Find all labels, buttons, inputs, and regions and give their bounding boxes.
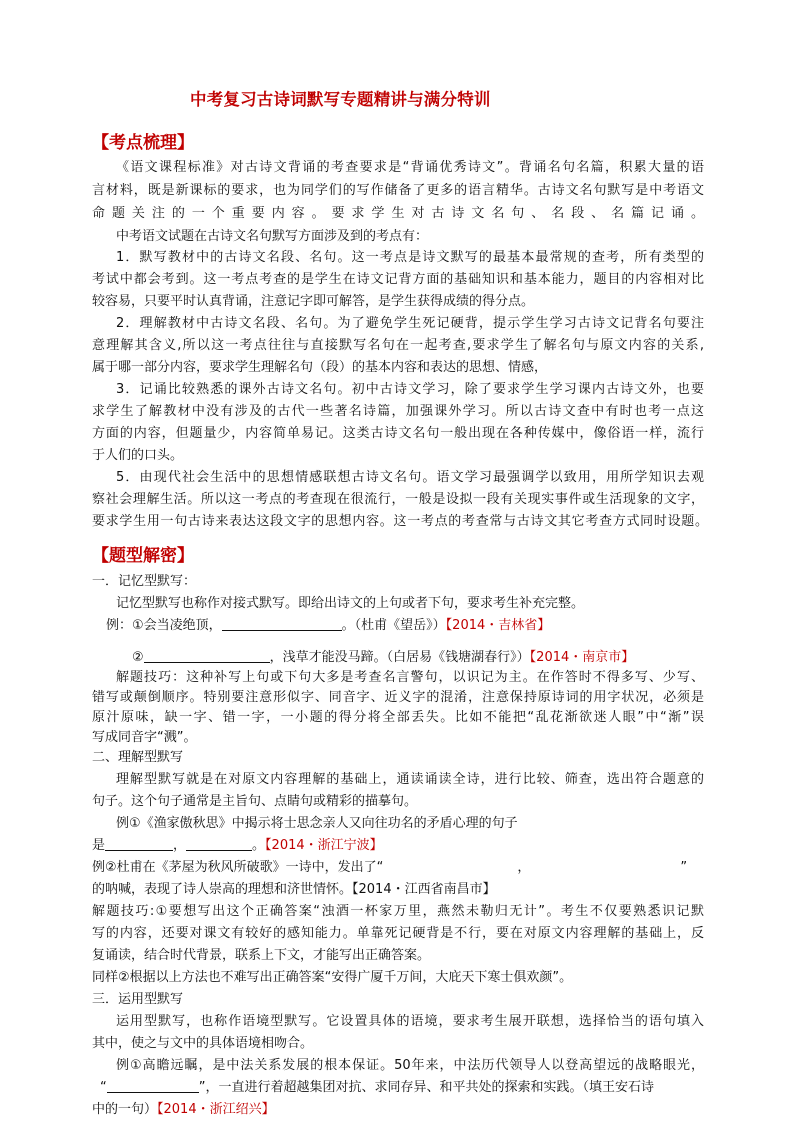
paragraph-line: 复诵读，结合时代背景，联系上下文，才能写出正确答案。: [92, 948, 431, 963]
paragraph-line: 2．理解教材中古诗文名段、名句。为了避免学生死记硬背，提示学生学习古诗文记背名句要注: [116, 316, 704, 331]
paragraph-line: 中考语文试题在古诗文名句默写方面涉及到的考点有：: [116, 229, 429, 244]
paragraph-line: 解题技巧：这种补写上句或下句大多是考查名言警句，以识记为主。在作答时不得多写、少写、: [116, 670, 704, 685]
example-line: 中的一句）【2014・浙江绍兴】: [92, 1102, 275, 1117]
paragraph-line: 察社会理解生活。所以这一考点的考查现在很流行，一般是设拟一段有关现实事件或生活现象的文字，: [92, 492, 704, 507]
paragraph-line: 方面的内容，但题量少，内容简单易记。这类古诗文名句一般出现在各种传媒中，像俗语一样，流行: [92, 426, 704, 441]
section-heading-exam-points: 【考点梳理】: [92, 133, 194, 153]
paragraph-line: 考试中都会考到。这一考点考查的是学生在诗文记背方面的基础知识和基本能力，题目的内容相对比: [92, 272, 704, 287]
paragraph-line: 写的内容，还要对课文有较好的感知能力。单靠死记硬背是不行，要在对原文内容理解的基础上，反: [92, 926, 704, 941]
source-tag: 【2014・浙江绍兴】: [157, 1102, 275, 1117]
paragraph-line: 于人们的口头。: [92, 448, 184, 463]
document-title: 中考复习古诗词默写专题精讲与满分特训: [190, 90, 491, 109]
section-heading-question-types: 【题型解密】: [92, 546, 194, 566]
paragraph-line: 同样②根据以上方法也不难写出正确答案“安得广厦千万间，大庇天下寒士俱欢颜”。: [92, 970, 573, 985]
answer-blank: [107, 1079, 199, 1093]
example-line: ② ，浅草才能没马蹄。（白居易《钱塘湖春行》）【2014・南京市】: [132, 650, 635, 665]
paragraph-line: 解题技巧:①要想写出这个正确答案“浊酒一杯家万里，燕然未勒归无计”。考生不仅要熟悉识记默: [92, 904, 704, 919]
paragraph-line: 理解型默写就是在对原文内容理解的基础上，通读诵读全诗，进行比较、筛查，选出符合题意的: [116, 772, 704, 787]
paragraph-line: 求学生了解教材中没有涉及的古代一些著名诗篇，加强课外学习。所以古诗文查中有时也考一点这: [92, 404, 704, 419]
example-line: 例①《渔家傲秋思》中揭示将士思念亲人又向往功名的矛盾心理的句子: [116, 816, 518, 831]
paragraph-line: 属于哪一部分内容，要求学生理解名句（段）的基本内容和表达的思想、情感，: [92, 360, 548, 375]
example-line: 例①高瞻远瞩，是中法关系发展的根本保证。50年来，中法历代领导人以登高望远的战略眼光，: [116, 1058, 704, 1073]
paragraph-line: 5．由现代社会生活中的思想情感联想古诗文名句。语文学习最强调学以致用，用所学知识去观: [116, 470, 704, 485]
paragraph-line: 较容易，只要平时认真背诵，注意记字即可解答，是学生获得成绩的得分点。: [92, 294, 535, 309]
paragraph-line: 原汁原味，缺一字、错一字，一小题的得分将全部丢失。比如不能把“乱花渐欲迷人眼”中“渐”误: [92, 710, 704, 725]
answer-blank: [222, 617, 342, 631]
example-line: 例：①会当凌绝顶， 。（杜甫《望岳》）【2014・吉林省】: [106, 618, 551, 633]
paragraph-line: 错写或颠倒顺序。特别要注意形似字、同音字、近义字的混淆，注意保持原诗词的用字状况，必须是: [92, 690, 704, 705]
source-tag: 【2014・吉林省】: [445, 618, 551, 633]
paragraph-line: 言材料，既是新课标的要求，也为同学们的写作储备了更多的语言精华。古诗文名句默写是中考语文: [92, 183, 704, 198]
paragraph-line: 其中，使之与文中的具体语境相吻合。: [92, 1036, 314, 1051]
example-line: 是 ， 。【2014・浙江宁波】: [92, 838, 383, 853]
paragraph-line: 命题关注的一个重要内容。要求学生对古诗文名句、名段、名篇记诵。: [92, 206, 704, 221]
paragraph-line: 《语文课程标准》对古诗文背诵的考查要求是“背诵优秀诗文”。背诵名句名篇，积累大量的语: [116, 160, 704, 175]
paragraph-line: 记忆型默写也称作对接式默写。即给出诗文的上句或者下句，要求考生补充完整。: [116, 596, 585, 611]
answer-blank: [105, 837, 173, 851]
subheading-understanding-type: 二、理解型默写: [92, 750, 184, 765]
paragraph-line: 写成同音字“溅”。: [92, 730, 197, 745]
example-line: “ ”，一直进行着超越集团对抗、求同存异、和平共处的探索和实践。（填王安石诗: [100, 1080, 654, 1095]
source-tag: 【2014・南京市】: [529, 650, 635, 665]
paragraph-line: 的呐喊，表现了诗人崇高的理想和济世情怀。【2014・江西省南昌市】: [92, 882, 496, 897]
example-line: 例②杜甫在《茅屋为秋风所破歌》一诗中，发出了“ ， ”: [92, 860, 688, 875]
paragraph-line: 1．默写教材中的古诗文名段、名句。这一考点是诗文默写的最基本最常规的查考，所有类型的: [116, 250, 704, 265]
paragraph-line: 意理解其含义,所以这一考点往往与直接默写名句在一起考查,要求学生了解名句与原文内容的关系,: [92, 338, 704, 353]
subheading-application-type: 三．运用型默写: [92, 992, 184, 1007]
paragraph-line: 句子。这个句子通常是主旨句、点睛句或精彩的描摹句。: [92, 794, 418, 809]
paragraph-line: 运用型默写，也称作语境型默写。它设置具体的语境，要求考生展开联想，选择恰当的语句填入: [116, 1014, 704, 1029]
subheading-memory-type: 一．记忆型默写：: [92, 574, 197, 589]
paragraph-line: 3．记诵比较熟悉的课外古诗文名句。初中古诗文学习，除了要求学生学习课内古诗文外，也要: [116, 382, 704, 397]
paragraph-line: 要求学生用一句古诗来表达这段文字的思想内容。这一考点的考查常与古诗文其它考查方式同时设题。: [92, 514, 708, 529]
answer-blank: [186, 837, 252, 851]
answer-blank: [144, 649, 270, 663]
source-tag: 【2014・浙江宁波】: [265, 838, 383, 853]
